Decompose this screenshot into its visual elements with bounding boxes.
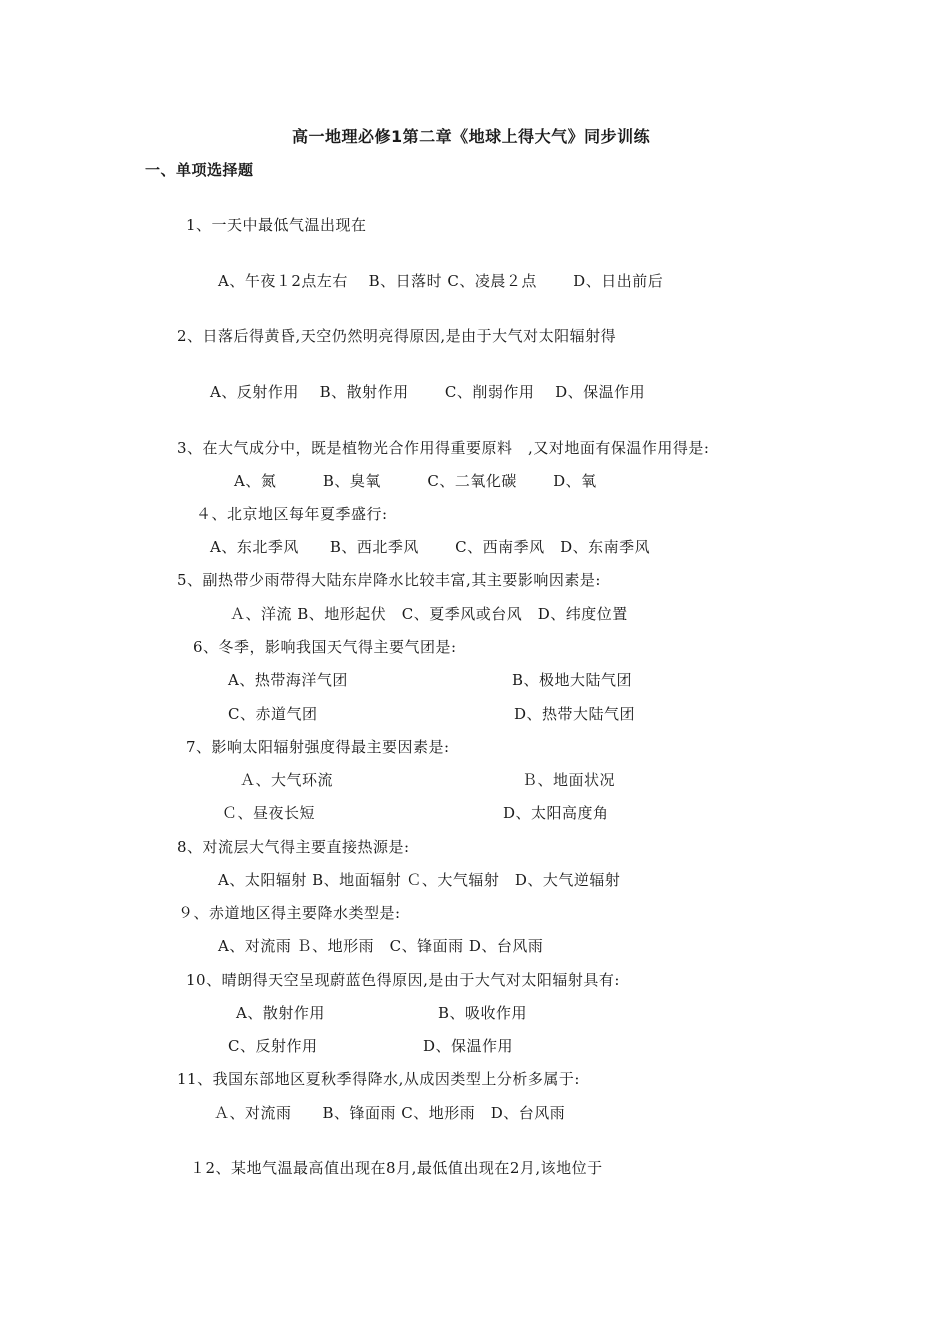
question-1-options: A、午夜１2点左右 B、日落时 C、凌晨２点 D、日出前后 <box>218 272 664 290</box>
question-6-stem: 6、冬季，影响我国天气得主要气团是: <box>193 638 457 656</box>
question-1-stem: 1、一天中最低气温出现在 <box>186 216 367 234</box>
question-4-stem: ４、北京地区每年夏季盛行: <box>196 505 388 523</box>
question-9-options: A、对流雨 Ｂ、地形雨 C、锋面雨 D、台风雨 <box>218 937 544 955</box>
question-7-option-a: Ａ、大气环流 <box>240 771 334 789</box>
question-3-stem: 3、在大气成分中，既是植物光合作用得重要原料 ,又对地面有保温作用得是: <box>177 439 710 457</box>
question-7-stem: 7、影响太阳辐射强度得最主要因素是: <box>186 738 450 756</box>
question-7-option-d: D、太阳高度角 <box>503 804 609 822</box>
question-6-option-c: C、赤道气团 <box>228 705 318 723</box>
question-10-option-b: B、吸收作用 <box>438 1004 528 1022</box>
question-7-option-b: Ｂ、地面状况 <box>522 771 616 789</box>
question-5-stem: 5、副热带少雨带得大陆东岸降水比较丰富,其主要影响因素是: <box>177 571 601 589</box>
question-2-stem: 2、日落后得黄昏,天空仍然明亮得原因,是由于大气对太阳辐射得 <box>177 327 617 345</box>
section-heading: 一、单项选择题 <box>145 161 254 179</box>
question-11-stem: 11、我国东部地区夏秋季得降水,从成因类型上分析多属于: <box>177 1070 580 1088</box>
question-10-option-c: C、反射作用 <box>228 1037 318 1055</box>
question-5-options: Ａ、洋流 B、地形起伏 C、夏季风或台风 D、纬度位置 <box>230 605 628 623</box>
question-3-options: A、氮 B、臭氧 C、二氧化碳 D、氧 <box>234 472 597 490</box>
question-11-options: Ａ、对流雨 B、锋面雨 C、地形雨 D、台风雨 <box>214 1104 566 1122</box>
question-12-stem: １2、某地气温最高值出现在8月,最低值出现在2月,该地位于 <box>190 1159 603 1177</box>
question-6-option-d: D、热带大陆气团 <box>514 705 636 723</box>
question-6-option-b: B、极地大陆气团 <box>512 671 633 689</box>
question-8-options: A、太阳辐射 B、地面辐射 Ｃ、大气辐射 D、大气逆辐射 <box>218 871 621 889</box>
question-8-stem: 8、对流层大气得主要直接热源是: <box>177 838 410 856</box>
question-2-options: A、反射作用 B、散射作用 C、削弱作用 D、保温作用 <box>210 383 646 401</box>
question-9-stem: ９、赤道地区得主要降水类型是: <box>178 904 401 922</box>
question-6-option-a: A、热带海洋气团 <box>228 671 348 689</box>
question-10-stem: 10、晴朗得天空呈现蔚蓝色得原因,是由于大气对太阳辐射具有: <box>186 971 620 989</box>
document-title: 高一地理必修1第二章《地球上得大气》同步训练 <box>292 127 651 146</box>
question-7-option-c: Ｃ、昼夜长短 <box>222 804 316 822</box>
question-4-options: A、东北季风 B、西北季风 C、西南季风 D、东南季风 <box>210 538 651 556</box>
question-10-option-d: D、保温作用 <box>423 1037 514 1055</box>
question-10-option-a: A、散射作用 <box>236 1004 325 1022</box>
